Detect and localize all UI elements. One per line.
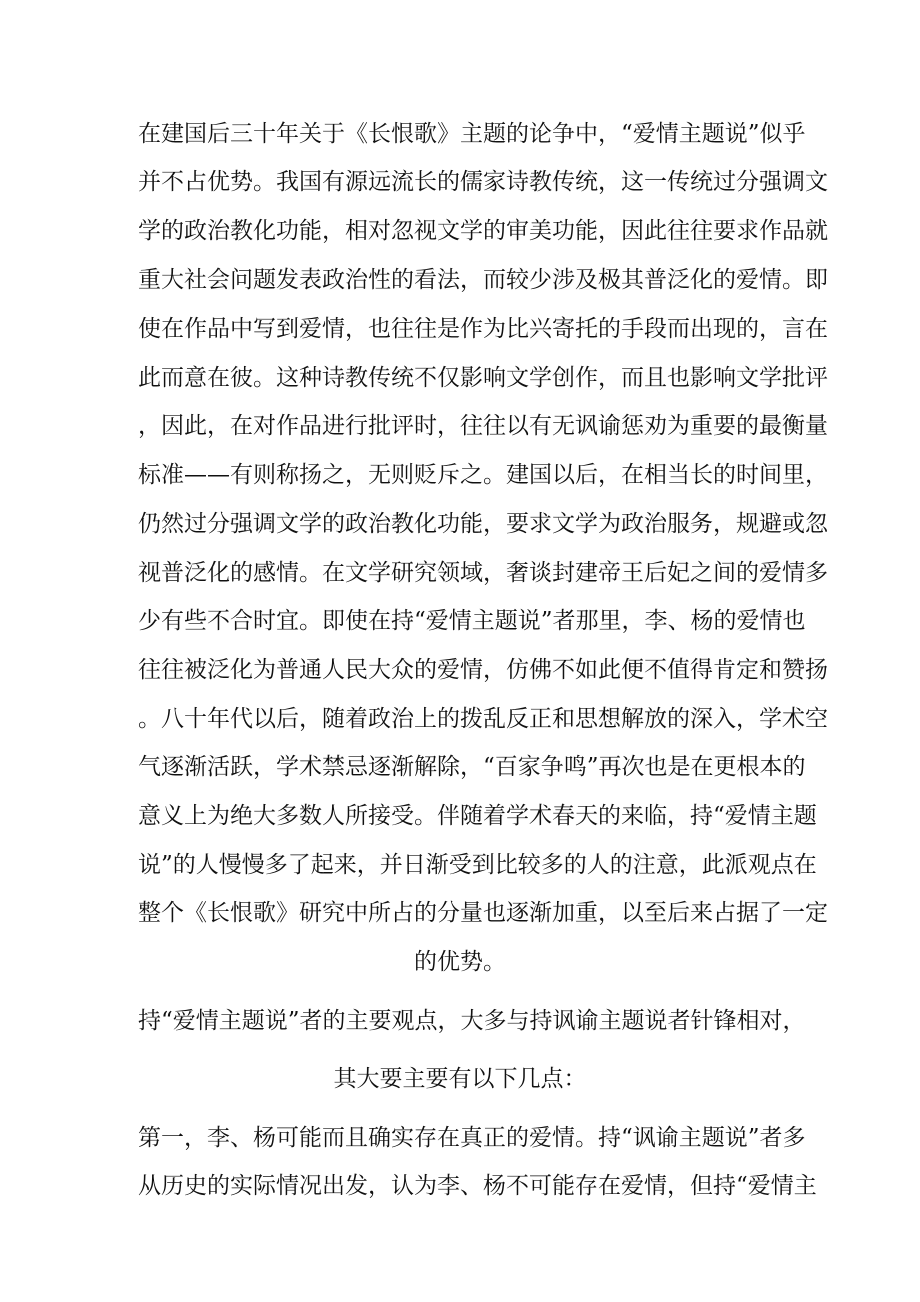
text-line: 的优势。 bbox=[414, 949, 506, 975]
text-line: 视普泛化的感情。在文学研究领域，奢谈封建帝王后妃之间的爱情多 bbox=[138, 560, 828, 586]
text-line: 仍然过分强调文学的政治教化功能，要求文学为政治服务，规避或忽 bbox=[138, 511, 828, 537]
text-line: 持“爱情主题说”者的主要观点，大多与持讽谕主题说者针锋相对， bbox=[138, 1008, 806, 1034]
text-line: 从历史的实际情况出发，认为李、杨不可能存在爱情，但持“爱情主 bbox=[138, 1173, 817, 1199]
text-line: 少有些不合时宜。即使在持“爱情主题说”者那里，李、杨的爱情也 bbox=[138, 608, 806, 634]
text-line: ，因此，在对作品进行批评时，往往以有无讽谕惩劝为重要的最衡量 bbox=[138, 413, 828, 439]
text-line: 说”的人慢慢多了起来，并日渐受到比较多的人的注意，此派观点在 bbox=[138, 852, 817, 878]
text-line: 意义上为绝大多数人所接受。伴随着学术春天的来临，持“爱情主题 bbox=[138, 803, 817, 829]
text-line: 学的政治教化功能，相对忽视文学的审美功能，因此往往要求作品就 bbox=[138, 218, 828, 244]
text-line: 标准——有则称扬之，无则贬斥之。建国以后，在相当长的时间里， bbox=[138, 462, 828, 488]
text-line: 其大要主要有以下几点： bbox=[333, 1066, 587, 1092]
text-line: 第一，李、杨可能而且确实存在真正的爱情。持“讽谕主题说”者多 bbox=[138, 1125, 806, 1151]
text-line: 在建国后三十年关于《长恨歌》主题的论争中，“爱情主题说”似乎 bbox=[138, 121, 806, 147]
text-line: 往往被泛化为普通人民大众的爱情，仿佛不如此便不值得肯定和赞扬 bbox=[138, 657, 828, 683]
text-line: 整个《长恨歌》研究中所占的分量也逐渐加重，以至后来占据了一定 bbox=[138, 900, 828, 926]
text-line: 使在作品中写到爱情，也往往是作为比兴寄托的手段而出现的，言在 bbox=[138, 316, 828, 342]
text-line: 气逐渐活跃，学术禁忌逐渐解除，“百家争鸣”再次也是在更根本的 bbox=[138, 754, 806, 780]
text-line: 并不占优势。我国有源远流长的儒家诗教传统，这一传统过分强调文 bbox=[138, 169, 828, 195]
text-line: 。八十年代以后，随着政治上的拨乱反正和思想解放的深入，学术空 bbox=[138, 706, 828, 732]
text-line: 此而意在彼。这种诗教传统不仅影响文学创作，而且也影响文学批评 bbox=[138, 365, 828, 391]
text-line: 重大社会问题发表政治性的看法，而较少涉及极其普泛化的爱情。即 bbox=[138, 267, 828, 293]
